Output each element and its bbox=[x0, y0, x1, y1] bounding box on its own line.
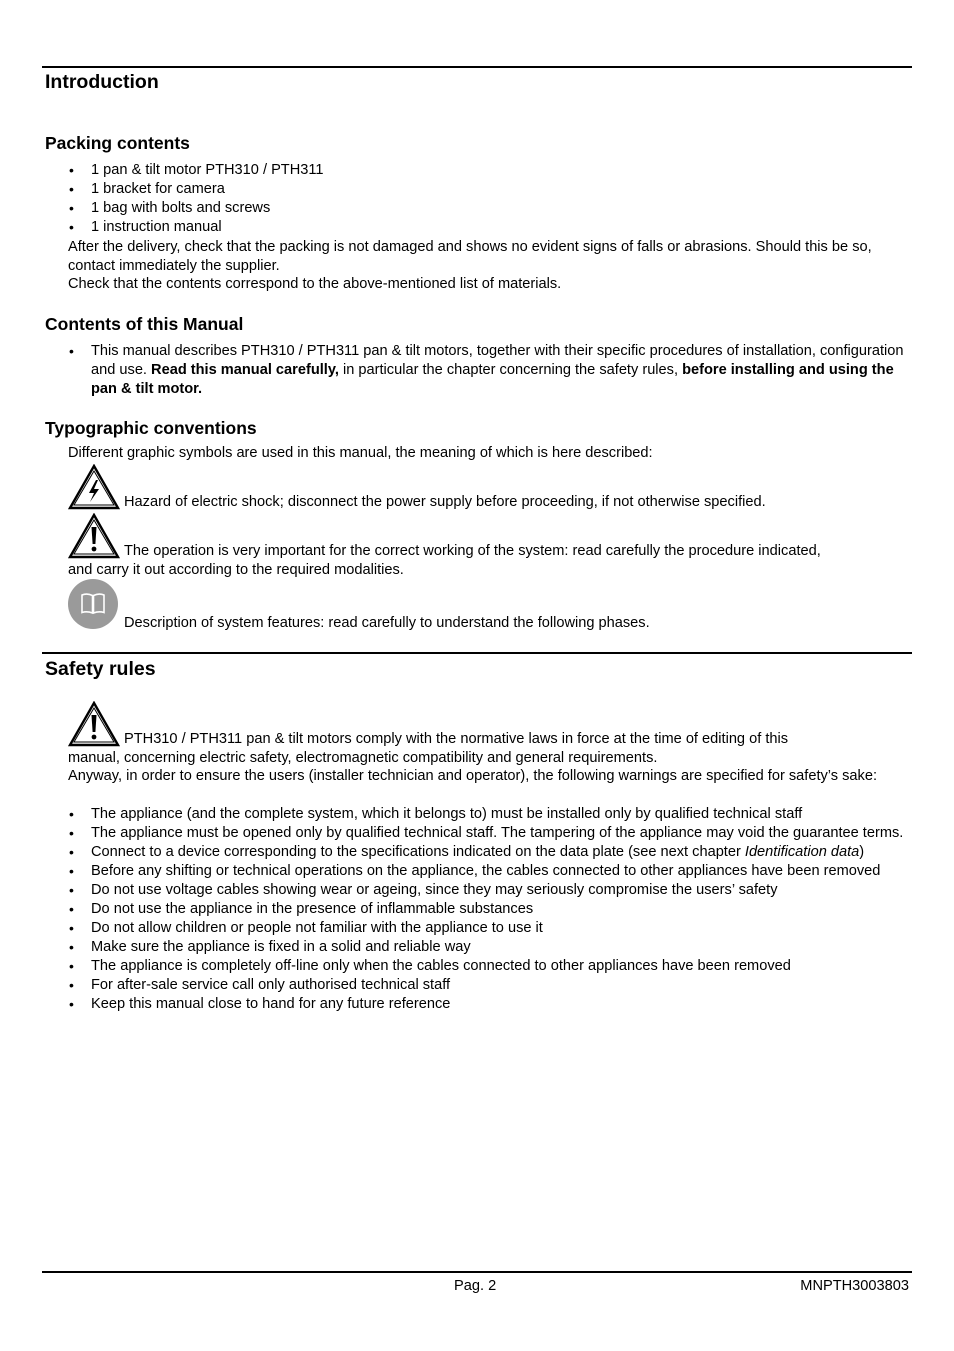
exclamation-warning-icon bbox=[68, 513, 120, 559]
contents-text: This manual describes PTH310 / PTH311 pan & tilt motors, together with their specific procedures of installation, configuration and use. bbox=[91, 343, 904, 378]
symbol-important-text-line2: and carry it out according to the required modalities. bbox=[68, 562, 404, 578]
section-title-safety-rules: Safety rules bbox=[45, 658, 156, 680]
safety-rules-list bbox=[68, 805, 910, 1014]
symbol-electric-shock bbox=[68, 464, 910, 512]
book-icon bbox=[68, 579, 120, 631]
document-code: MNPTH3003803 bbox=[800, 1278, 909, 1294]
list-item: • Do not use voltage cables showing wear or ageing, since they may seriously compromise the users’ safety bbox=[68, 881, 910, 900]
heading-typographic-conventions: Typographic conventions bbox=[45, 418, 257, 438]
symbol-safety-warning bbox=[68, 701, 910, 768]
section-divider bbox=[42, 66, 912, 68]
list-item: • The appliance must be opened only by qualified technical staff. The tampering of the appliance may void the guarantee terms. bbox=[68, 824, 910, 843]
safety-compliance-line2: manual, concerning electric safety, electromagnetic compatibility and general requirements. bbox=[68, 750, 658, 766]
contents-emphasis: Read this manual carefully, bbox=[151, 362, 339, 378]
identification-data-reference: Identification data bbox=[744, 844, 860, 860]
list-item-text: ) bbox=[859, 844, 865, 860]
packing-delivery-note: After the delivery, check that the packing is not damaged and shows no evident signs of falls or abrasions. Should this be so, contact immediately the supplier. bbox=[68, 239, 872, 274]
safety-compliance-line1: PTH310 / PTH311 pan & tilt motors comply with the normative laws in force at the time of editing of this bbox=[124, 731, 789, 747]
list-item: • Keep this manual close to hand for any future reference bbox=[68, 995, 910, 1014]
exclamation-warning-icon bbox=[68, 701, 120, 747]
list-item: • 1 pan & tilt motor PTH310 / PTH311 bbox=[68, 161, 910, 180]
section-divider bbox=[42, 652, 912, 654]
list-item: • Do not use the appliance in the presence of inflammable substances bbox=[68, 900, 910, 919]
list-item: • Before any shifting or technical operations on the appliance, the cables connected to other appliances have been removed bbox=[68, 862, 910, 881]
symbol-important bbox=[68, 513, 910, 580]
list-item-text: Connect to a device corresponding to the specifications indicated on the data plate (see next chapter bbox=[91, 844, 745, 860]
electric-shock-warning-icon bbox=[68, 464, 120, 510]
typographic-intro: Different graphic symbols are used in this manual, the meaning of which is here described: bbox=[68, 445, 653, 461]
section-title-introduction: Introduction bbox=[45, 71, 159, 93]
list-item: • The appliance (and the complete system, which it belongs to) must be installed only by qualified technical staff bbox=[68, 805, 910, 824]
list-item: • 1 bracket for camera bbox=[68, 180, 910, 199]
footer-divider bbox=[42, 1271, 912, 1273]
list-item: • Make sure the appliance is fixed in a solid and reliable way bbox=[68, 938, 910, 957]
heading-contents-of-manual: Contents of this Manual bbox=[45, 314, 244, 334]
packing-list bbox=[68, 161, 910, 237]
symbol-important-text-line1: The operation is very important for the correct working of the system: read carefully the procedure indicated, bbox=[124, 543, 821, 559]
contents-emphasis: before installing and using the pan & tilt motor. bbox=[91, 362, 894, 397]
symbol-description-text: Description of system features: read carefully to understand the following phases. bbox=[124, 615, 650, 631]
list-item: • The appliance is completely off-line only when the cables connected to other appliances have been removed bbox=[68, 957, 910, 976]
safety-anyway-text: Anyway, in order to ensure the users (installer technician and operator), the following warnings are specified for safety’s sake: bbox=[68, 768, 878, 784]
contents-list bbox=[68, 342, 910, 399]
heading-packing-contents: Packing contents bbox=[45, 133, 190, 153]
packing-check-note: Check that the contents correspond to the above-mentioned list of materials. bbox=[68, 276, 562, 292]
list-item: • Do not allow children or people not familiar with the appliance to use it bbox=[68, 919, 910, 938]
list-item: • For after-sale service call only authorised technical staff bbox=[68, 976, 910, 995]
symbol-description bbox=[68, 579, 910, 633]
list-item bbox=[68, 843, 910, 862]
contents-text: in particular the chapter concerning the safety rules, bbox=[338, 362, 683, 378]
page-number: Pag. 2 bbox=[454, 1278, 497, 1294]
list-item: • 1 bag with bolts and screws bbox=[68, 199, 910, 218]
symbol-electric-shock-text: Hazard of electric shock; disconnect the power supply before proceeding, if not otherwise specified. bbox=[124, 494, 766, 510]
list-item bbox=[68, 342, 910, 399]
list-item: • 1 instruction manual bbox=[68, 218, 910, 237]
